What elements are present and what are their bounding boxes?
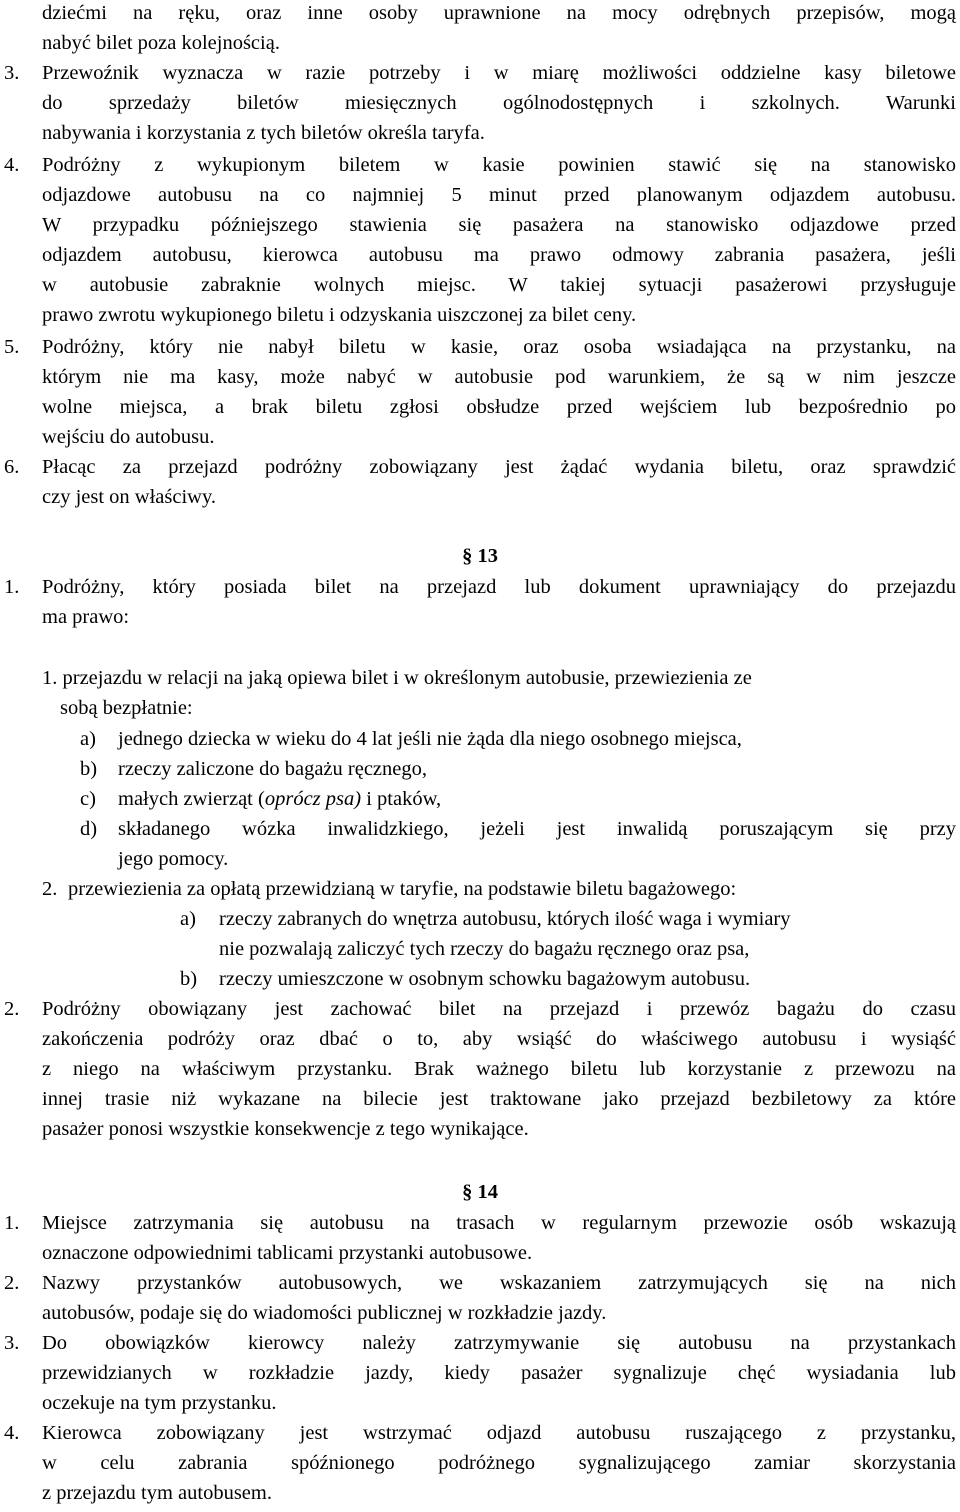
section-heading-14: § 14: [462, 1181, 498, 1203]
text-line: składanego wózka inwalidzkiego, jeżeli jest inwalidą poruszającym się przy: [118, 818, 956, 840]
list-text: przewiezienia za opłatą przewidzianą w taryfie, na podstawie biletu bagażowego:: [68, 878, 737, 900]
text-line: Podróżny z wykupionym biletem w kasie powinien stawić się na stanowisko: [42, 154, 956, 176]
paragraph-number: 5.: [4, 336, 20, 358]
paragraph-number: 4.: [4, 1422, 20, 1444]
text-line: Podróżny obowiązany jest zachować bilet na przejazd i przewóz bagażu do czasu: [42, 998, 956, 1020]
text-line: pasażer ponosi wszystkie konsekwencje z tego wynikające.: [42, 1118, 529, 1140]
paragraph-number: 2.: [4, 1272, 20, 1294]
subitem-b: [80, 754, 960, 784]
list-item: [80, 784, 960, 814]
subitem-a: [80, 724, 960, 754]
text-run: małych zwierząt (: [118, 788, 265, 810]
text-line: sobą bezpłatnie:: [60, 697, 193, 719]
text-line: prawo zwrotu wykupionego biletu i odzyskania uiszczonej za bilet ceny.: [42, 304, 637, 326]
text-run-italic: oprócz psa): [264, 788, 362, 810]
list-item: [80, 754, 960, 784]
text-line: odjazdowe autobusu na co najmniej 5 minut przed planowanym odjazdem autobusu.: [42, 184, 956, 206]
list-text: rzeczy zaliczone do bagażu ręcznego,: [118, 758, 428, 780]
paragraph-number: 3.: [4, 1332, 20, 1354]
text-line: ma prawo:: [42, 606, 130, 628]
paragraph-number: 2.: [4, 998, 20, 1020]
paragraph-number: 3.: [4, 62, 20, 84]
text-line: oczekuje na tym przystanku.: [42, 1392, 277, 1414]
text-line: czy jest on właściwy.: [42, 486, 217, 508]
text-line: zakończenia podróży oraz dbać o to, aby wsiąść do właściwego autobusu i wysiąść: [42, 1028, 956, 1050]
text-line: dziećmi na ręku, oraz inne osoby uprawnione na mocy odrębnych przepisów, mogą: [42, 2, 956, 24]
paragraph-number: 4.: [4, 154, 20, 176]
paragraph-number: 6.: [4, 456, 20, 478]
text-line: nie pozwalają zaliczyć tych rzeczy do bagażu ręcznego oraz psa,: [219, 938, 750, 960]
paragraph-number: 1.: [4, 576, 20, 598]
text-line: W przypadku późniejszego stawienia się pasażera na stanowisko odjazdowe przed: [42, 214, 956, 236]
text-line: którym nie ma kasy, może nabyć w autobusie pod warunkiem, że są w nim jeszcze: [42, 366, 956, 388]
text-line: Przewoźnik wyznacza w razie potrzeby i w miarę możliwości oddzielne kasy biletowe: [42, 62, 956, 84]
text-line: wolne miejsca, a brak biletu zgłosi obsłudze przed wejściem lub bezpośrednio po: [42, 396, 956, 418]
text-line: Nazwy przystanków autobusowych, we wskazaniem zatrzymujących się na nich: [42, 1272, 956, 1294]
text-line: jego pomocy.: [118, 848, 229, 870]
text-line: z przejazdu tym autobusem.: [42, 1482, 272, 1504]
list-label: c): [80, 788, 96, 810]
list-label: a): [80, 728, 96, 750]
list-item: [80, 724, 960, 754]
subitem-2: [42, 874, 954, 904]
text-line: autobusów, podaje się do wiadomości publicznej w rozkładzie jazdy.: [42, 1302, 607, 1324]
text-line: nabyć bilet poza kolejnością.: [42, 32, 280, 54]
text-run: i ptaków,: [361, 788, 442, 810]
text-line: nabywania i korzystania z tych biletów określa taryfa.: [42, 122, 485, 144]
text-line: w autobusie zabraknie wolnych miejsc. W takiej sytuacji pasażerowi przysługuje: [42, 274, 956, 296]
subitem-c: [80, 784, 960, 814]
subitem-1: [42, 663, 954, 723]
text-line: oznaczone odpowiednimi tablicami przystanki autobusowe.: [42, 1242, 533, 1264]
list-text: jednego dziecka w wieku do 4 lat jeśli nie żąda dla niego osobnego miejsca,: [118, 728, 742, 750]
text-line: Kierowca zobowiązany jest wstrzymać odjazd autobusu ruszającego z przystanku,: [42, 1422, 956, 1444]
text-line: z niego na właściwym przystanku. Brak ważnego biletu lub korzystanie z przewozu na: [42, 1058, 956, 1080]
text-line: Płacąc za przejazd podróżny zobowiązany jest żądać wydania biletu, oraz sprawdzić: [42, 456, 956, 478]
text-line: 1. przejazdu w relacji na jaką opiewa bilet i w określonym autobusie, przewiezienia ze: [42, 667, 752, 689]
text-line: Miejsce zatrzymania się autobusu na trasach w regularnym przewozie osób wskazują: [42, 1212, 956, 1234]
text-line: Do obowiązków kierowcy należy zatrzymywanie się autobusu na przystankach: [42, 1332, 956, 1354]
list-label: a): [180, 908, 196, 930]
text-line: rzeczy zabranych do wnętrza autobusu, których ilość waga i wymiary: [219, 908, 791, 930]
list-text: [118, 784, 441, 814]
text-line: innej trasie niż wykazane na bilecie jest traktowane jako przejazd bezbiletowy za które: [42, 1088, 956, 1110]
section-heading-13: § 13: [462, 545, 498, 567]
text-line: przewidzianych w rozkładzie jazdy, kiedy pasażer sygnalizuje chęć wysiadania lub: [42, 1362, 956, 1384]
text-line: wejściu do autobusu.: [42, 426, 215, 448]
paragraph-number: 1.: [4, 1212, 20, 1234]
text-line: Podróżny, który posiada bilet na przejazd lub dokument uprawniający do przejazdu: [42, 576, 956, 598]
list-label: b): [80, 758, 98, 780]
list-label: d): [80, 818, 98, 840]
text-line: w celu zabrania spóźnionego podróżnego sygnalizującego zamiar skorzystania: [42, 1452, 956, 1474]
text-line: Podróżny, który nie nabył biletu w kasie, oraz osoba wsiadająca na przystanku, na: [42, 336, 956, 358]
list-label: 2.: [42, 878, 58, 900]
list-text: rzeczy umieszczone w osobnym schowku bagażowym autobusu.: [219, 968, 751, 990]
list-label: b): [180, 968, 198, 990]
text-line: odjazdem autobusu, kierowca autobusu ma prawo odmowy zabrania pasażera, jeśli: [42, 244, 956, 266]
list-item: [42, 874, 954, 904]
text-line: do sprzedaży biletów miesięcznych ogólnodostępnych i szkolnych. Warunki: [42, 92, 956, 114]
